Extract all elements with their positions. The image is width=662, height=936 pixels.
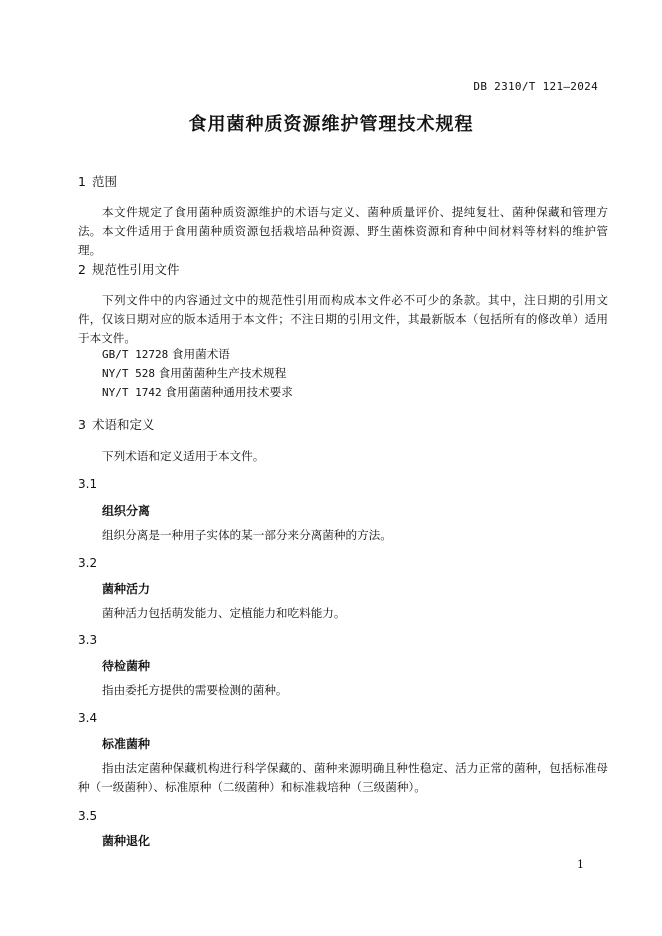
reference-name: 食用菌菌种通用技术要求 [165,385,293,399]
section-heading-references [78,260,180,278]
term-name: 标准菌种 [102,737,151,751]
term-definition: 指由法定菌种保藏机构进行科学保藏的、菌种来源明确且种性稳定、活力正常的菌种，包括标准母种（一级菌种）、标准原种（二级菌种）和标准栽培种（三级菌种）。 [78,761,608,794]
term-number: 3.5 [78,809,98,823]
term-name: 菌种退化 [102,834,151,848]
section-number: 3 [78,417,86,432]
term-name: 组织分离 [102,504,151,518]
term-definition: 指由委托方提供的需要检测的菌种。 [102,683,288,697]
reference-item [102,346,230,362]
term-number: 3.3 [78,633,98,647]
term-number: 3.2 [78,556,98,570]
term-definition: 组织分离是一种用子实体的某一部分来分离菌种的方法。 [102,528,392,542]
section-title: 术语和定义 [92,417,155,432]
references-intro: 下列文件中的内容通过文中的规范性引用而构成本文件必不可少的条款。其中，注日期的引用文件，仅该日期对应的版本适用于本文件；不注日期的引用文件，其最新版本（包括所有的修改单）适用于本文件。 [78,293,608,345]
term-number: 3.4 [78,711,98,725]
reference-code: NY/T 528 [102,367,155,380]
reference-code: GB/T 12728 [102,348,169,361]
section-heading-scope [78,172,117,190]
reference-name: 食用菌术语 [171,347,230,361]
reference-item [102,384,293,400]
section-number: 2 [78,262,86,277]
term-number: 3.1 [78,477,98,491]
section-title: 范围 [92,174,118,189]
section-heading-terms [78,415,155,433]
reference-name: 食用菌菌种生产技术规程 [158,366,287,380]
standard-code: DB 2310/T 121—2024 [473,80,598,93]
scope-paragraph-1: 本文件规定了食用菌种质资源维护的术语与定义、菌种质量评价、提纯复壮、菌种保藏和管理方法。 [78,205,608,238]
term-name: 待检菌种 [102,659,151,673]
terms-intro: 下列术语和定义适用于本文件。 [102,449,265,463]
section-number: 1 [78,174,86,189]
section-title: 规范性引用文件 [92,262,180,277]
scope-paragraph-2: 本文件适用于食用菌种质资源包括栽培品种资源、野生菌株资源和育种中间材料等材料的维护管理。 [78,224,608,257]
document-title: 食用菌种质资源维护管理技术规程 [188,114,474,135]
term-definition: 菌种活力包括萌发能力、定植能力和吃料能力。 [102,606,346,620]
reference-item [102,365,286,381]
term-name: 菌种活力 [102,582,151,596]
page-number: 1 [577,858,584,871]
reference-code: NY/T 1742 [102,386,162,399]
